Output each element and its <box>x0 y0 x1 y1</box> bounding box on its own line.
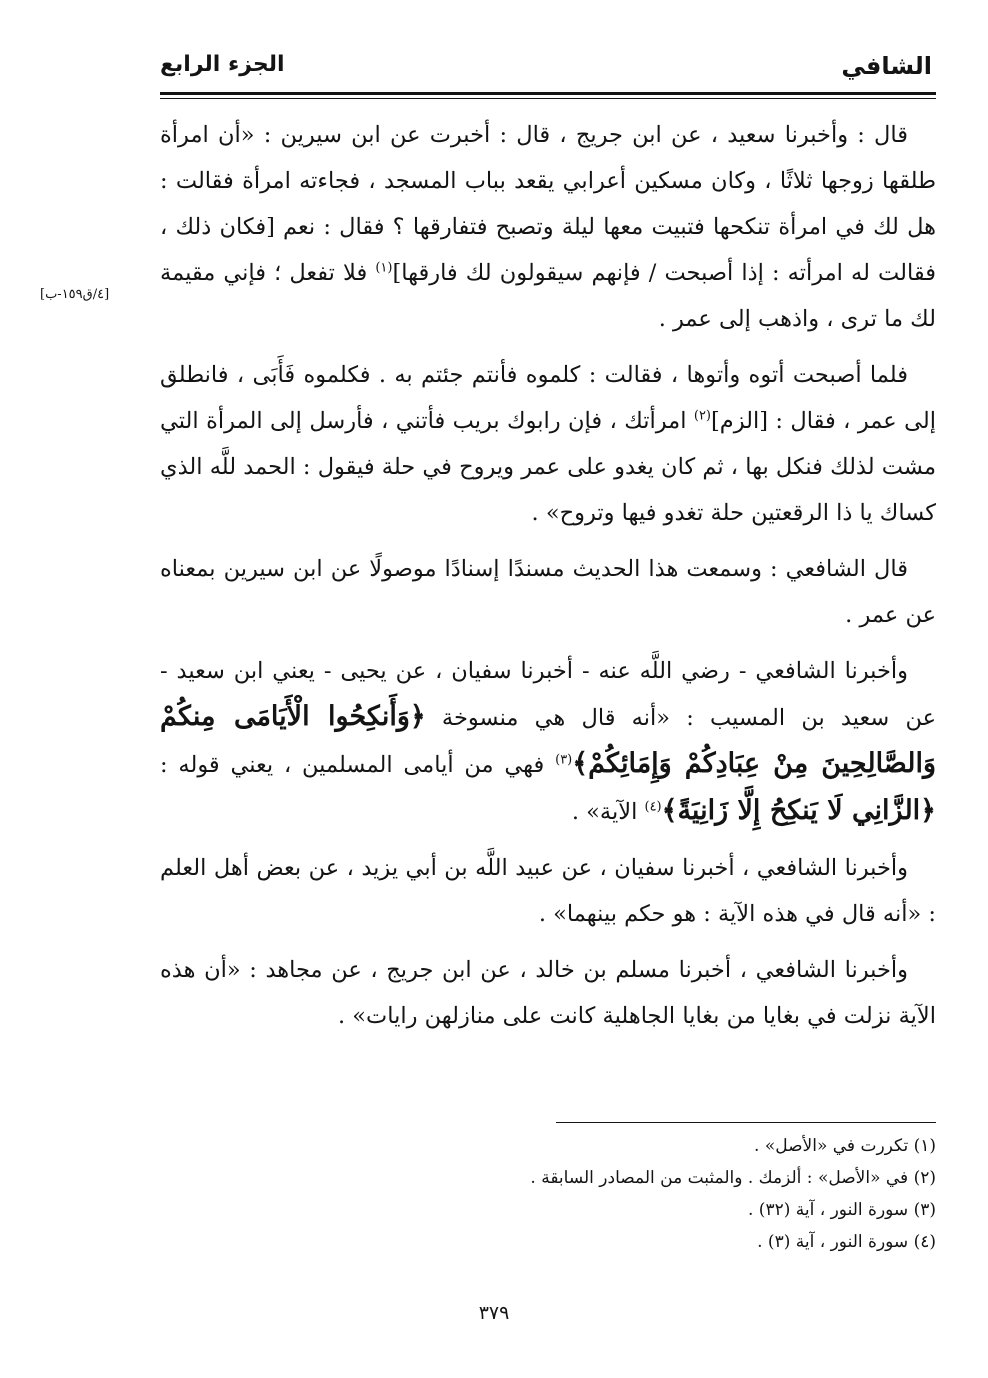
book-title: الشافي <box>841 52 932 80</box>
page-number: ٣٧٩ <box>478 1302 510 1324</box>
header-rule-thin <box>160 98 936 99</box>
paragraph-text: قال : وأخبرنا سعيد ، عن ابن جريج ، قال : أخبرت عن ابن سيرين : «أن امرأة طلقها زوجها ثلاثًا ، وكان مسكين أعرابي يقعد بباب المسجد ، فجاءته امرأة فقالت : هل لك في امرأة تنكحها فتبيت معها ليلة وتصبح فتفارقها ؟ فقال : نعم [فكان ذلك ، فقالت له امرأته : إذا أصبحت / فإنهم سيقولون لك فارقها] <box>160 122 936 286</box>
paragraph-text: فلا تفعل ؛ فإني مقيمة لك ما ترى ، واذهب إلى عمر . <box>160 260 936 332</box>
footnote: (٣) سورة النور ، آية (٣٢) . <box>747 1200 936 1220</box>
paragraph-text: فلما أصبحت أتوه وأتوها ، فقالت : كلموه فأنتم جئتم به . فكلموه فَأَبَى ، فانطلق إلى عمر ، فقال : [الزم] <box>160 362 936 434</box>
header-rule-thick <box>160 92 936 95</box>
paragraph <box>160 648 936 835</box>
paragraph <box>160 352 936 536</box>
manuscript-folio-ref: [٤/ق١٥٩-ب] <box>40 287 110 302</box>
running-header <box>160 50 936 90</box>
footnote-ref: (٣) <box>555 752 573 768</box>
paragraph-text: امرأتك ، فإن رابوك بريب فأتني ، فأرسل إلى المرأة التي مشت لذلك فنكل بها ، ثم كان يغدو على عمر ويروح في حلة فيقول : الحمد للَّه الذي كساك يا ذا الرقعتين حلة تغدو فيها وتروح» . <box>160 408 936 526</box>
paragraph: قال الشافعي : وسمعت هذا الحديث مسندًا إسنادًا موصولًا عن ابن سيرين بمعناه عن عمر . <box>160 556 936 628</box>
paragraph-text: وأخبرنا الشافعي - رضي اللَّه عنه - أخبرنا سفيان ، عن يحيى - يعني ابن سعيد - عن سعيد بن المسيب : «أنه قال هي منسوخة <box>160 658 937 731</box>
paragraph: وأخبرنا الشافعي ، أخبرنا مسلم بن خالد ، عن ابن جريج ، عن مجاهد : «أن هذه الآية نزلت في بغايا من بغايا الجاهلية كانت على منازلهن رايات» . <box>160 957 936 1029</box>
paragraph: وأخبرنا الشافعي ، أخبرنا سفيان ، عن عبيد اللَّه بن أبي يزيد ، عن بعض أهل العلم : «أنه قال في هذه الآية : هو حكم بينهما» . <box>160 855 936 927</box>
footnote: (٤) سورة النور ، آية (٣) . <box>757 1232 936 1252</box>
paragraph <box>160 112 936 342</box>
paragraph-text: الآية» . <box>571 799 645 825</box>
part-title: الجزء الرابع <box>160 52 285 77</box>
main-text <box>160 112 936 1049</box>
quran-verse: ﴿وَأَنكِحُوا الْأَيَامَى مِنكُمْ وَالصَّالِحِينَ مِنْ عِبَادِكُمْ وَإِمَائِكُمْ﴾ <box>160 701 936 779</box>
footnote-ref: (٢) <box>693 408 711 424</box>
footnote-ref: (١) <box>375 260 393 276</box>
footnote-ref: (٤) <box>644 799 662 815</box>
footnote-separator <box>556 1122 936 1123</box>
footnote: (٢) في «الأصل» : ألزمك . والمثبت من المصادر السابقة . <box>530 1168 936 1188</box>
footnotes <box>160 1130 936 1258</box>
quran-verse: ﴿الزَّانِي لَا يَنكِحُ إِلَّا زَانِيَةً﴾ <box>661 795 936 826</box>
footnote: (١) تكررت في «الأصل» . <box>754 1136 936 1156</box>
paragraph-text: فهي من أيامى المسلمين ، يعني قوله : <box>160 752 556 778</box>
